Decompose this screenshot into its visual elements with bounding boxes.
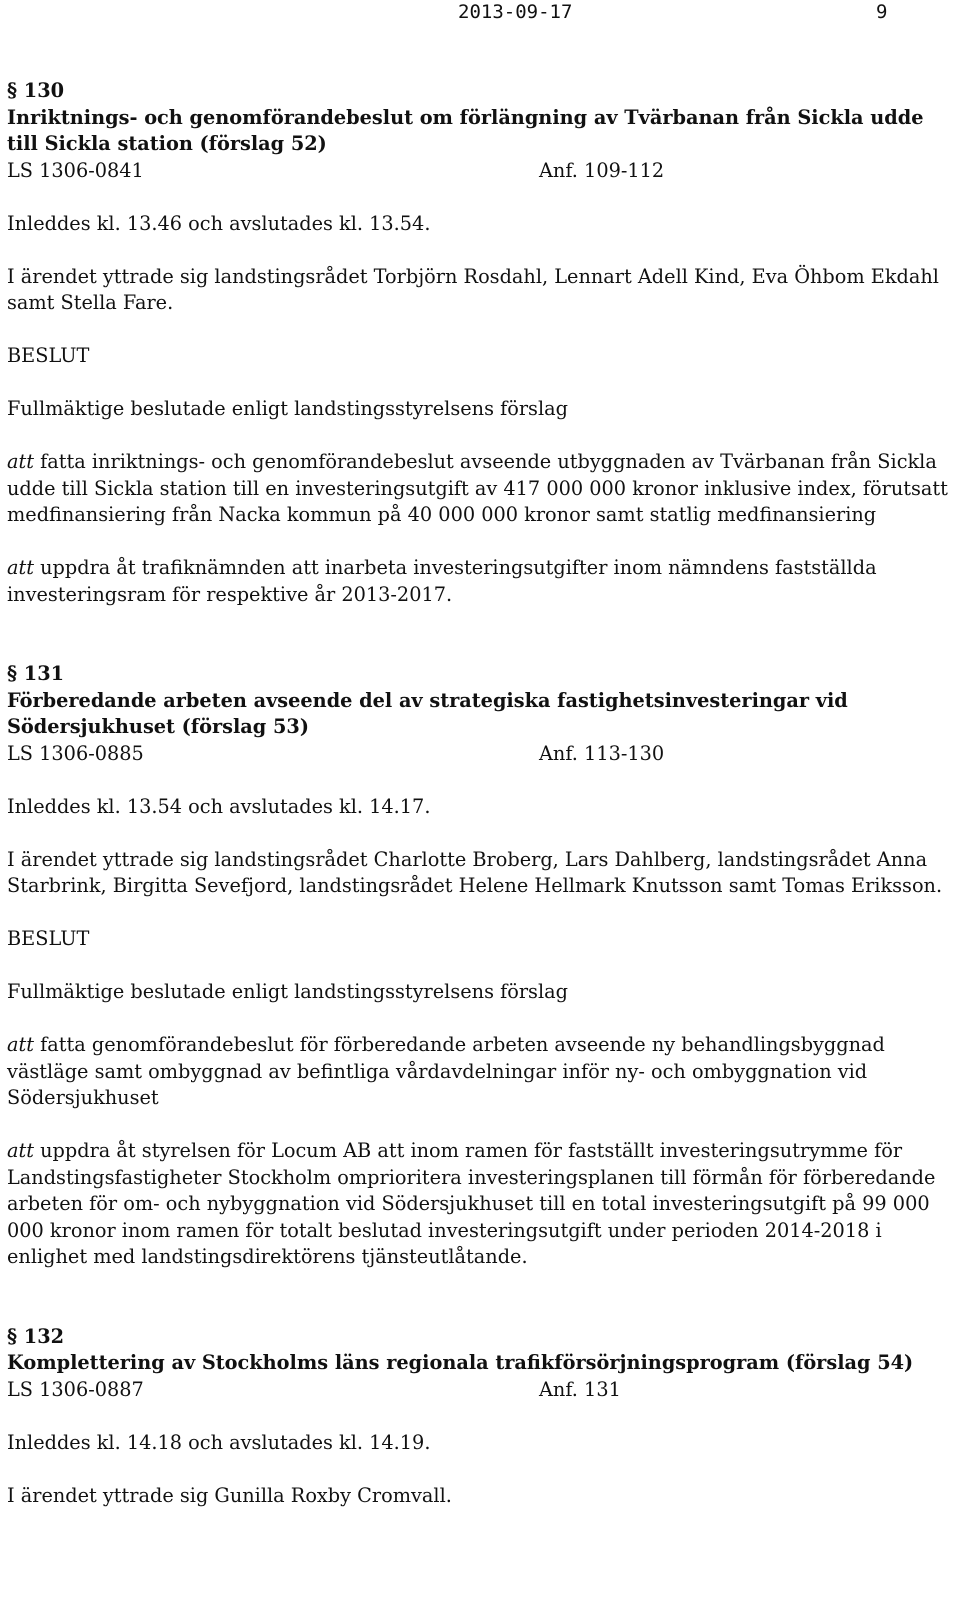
decision-item-text: fatta inriktnings- och genomförandebeslut avseende utbyggnaden av Tvärbanan från Sickla udde till Sickla station till en investeringsutgift av 417 000 000 kronor inklusive index, förutsatt medfinansiering från Nacka kommun på 40 000 000 kronor samt statlig medfinansiering [7, 450, 948, 526]
reference-line [7, 158, 952, 185]
att-word: att [7, 1139, 34, 1162]
page-number: 9 [876, 1, 888, 23]
decision-item-text: uppdra åt trafiknämnden att inarbeta investeringsutgifter inom nämndens fastställda investeringsram för respektive år 2013-2017. [7, 556, 877, 606]
document-body [7, 78, 952, 1509]
section-131 [7, 661, 952, 1271]
speech-reference: Anf. 131 [539, 1377, 621, 1401]
page-header [0, 0, 960, 26]
speech-reference: Anf. 109-112 [539, 158, 665, 182]
section-title: Förberedande arbeten avseende del av strategiska fastighetsinvesteringar vid Södersjukhuset (förslag 53) [7, 688, 848, 738]
paragraph-number: § 130 [7, 79, 65, 102]
section-132 [7, 1324, 952, 1510]
timing-text: Inleddes kl. 14.18 och avslutades kl. 14.19. [7, 1430, 431, 1454]
decision-item [7, 1032, 952, 1112]
case-number: LS 1306-0887 [7, 1377, 144, 1401]
case-number: LS 1306-0841 [7, 158, 144, 182]
header-date: 2013-09-17 [458, 1, 573, 23]
att-word: att [7, 1033, 34, 1056]
speakers-text: I ärendet yttrade sig landstingsrådet Torbjörn Rosdahl, Lennart Adell Kind, Eva Öhbom Ekdahl samt Stella Fare. [7, 264, 939, 314]
decision-item-text: fatta genomförandebeslut för förberedande arbeten avseende ny behandlingsbyggnad västläge samt ombyggnad av befintliga vårdavdelningar inför ny- och ombyggnation vid Södersjukhuset [7, 1033, 885, 1109]
section-130 [7, 78, 952, 608]
speech-reference: Anf. 113-130 [539, 741, 665, 765]
paragraph-number: § 131 [7, 662, 65, 685]
decision-item [7, 555, 952, 608]
att-word: att [7, 450, 34, 473]
decision-item [7, 449, 952, 529]
speakers-text: I ärendet yttrade sig landstingsrådet Charlotte Broberg, Lars Dahlberg, landstingsrådet Anna Starbrink, Birgitta Sevefjord, landstingsrådet Helene Hellmark Knutsson samt Tomas Eriksson. [7, 847, 943, 897]
speakers-text: I ärendet yttrade sig Gunilla Roxby Cromvall. [7, 1483, 452, 1507]
case-number: LS 1306-0885 [7, 741, 144, 765]
beslut-heading: BESLUT [7, 927, 90, 950]
timing-text: Inleddes kl. 13.54 och avslutades kl. 14.17. [7, 794, 431, 818]
decision-item [7, 1138, 952, 1271]
att-word: att [7, 556, 34, 579]
paragraph-number: § 132 [7, 1324, 65, 1348]
section-title: Inriktnings- och genomförandebeslut om förlängning av Tvärbanan från Sickla udde till Sickla station (förslag 52) [7, 105, 924, 155]
reference-line [7, 1377, 952, 1404]
section-title: Komplettering av Stockholms läns regionala trafikförsörjningsprogram (förslag 54) [7, 1351, 914, 1374]
beslut-heading: BESLUT [7, 344, 90, 367]
timing-text: Inleddes kl. 13.46 och avslutades kl. 13.54. [7, 211, 431, 235]
decision-item-text: uppdra åt styrelsen för Locum AB att inom ramen för fastställt investeringsutrymme för Landstingsfastigheter Stockholm omprioritera investeringsplanen till förmån för förberedande arbeten för om- och nybyggnation vid Södersjukhuset till en total investeringsutgift på 99 000 000 kronor inom ramen för totalt beslutad investeringsutgift under perioden 2014-2018 i enlighet med landstingsdirektörens tjänsteutlåtande. [7, 1139, 936, 1268]
reference-line [7, 741, 952, 768]
decision-intro: Fullmäktige beslutade enligt landstingsstyrelsens förslag [7, 980, 568, 1003]
decision-intro: Fullmäktige beslutade enligt landstingsstyrelsens förslag [7, 397, 568, 420]
